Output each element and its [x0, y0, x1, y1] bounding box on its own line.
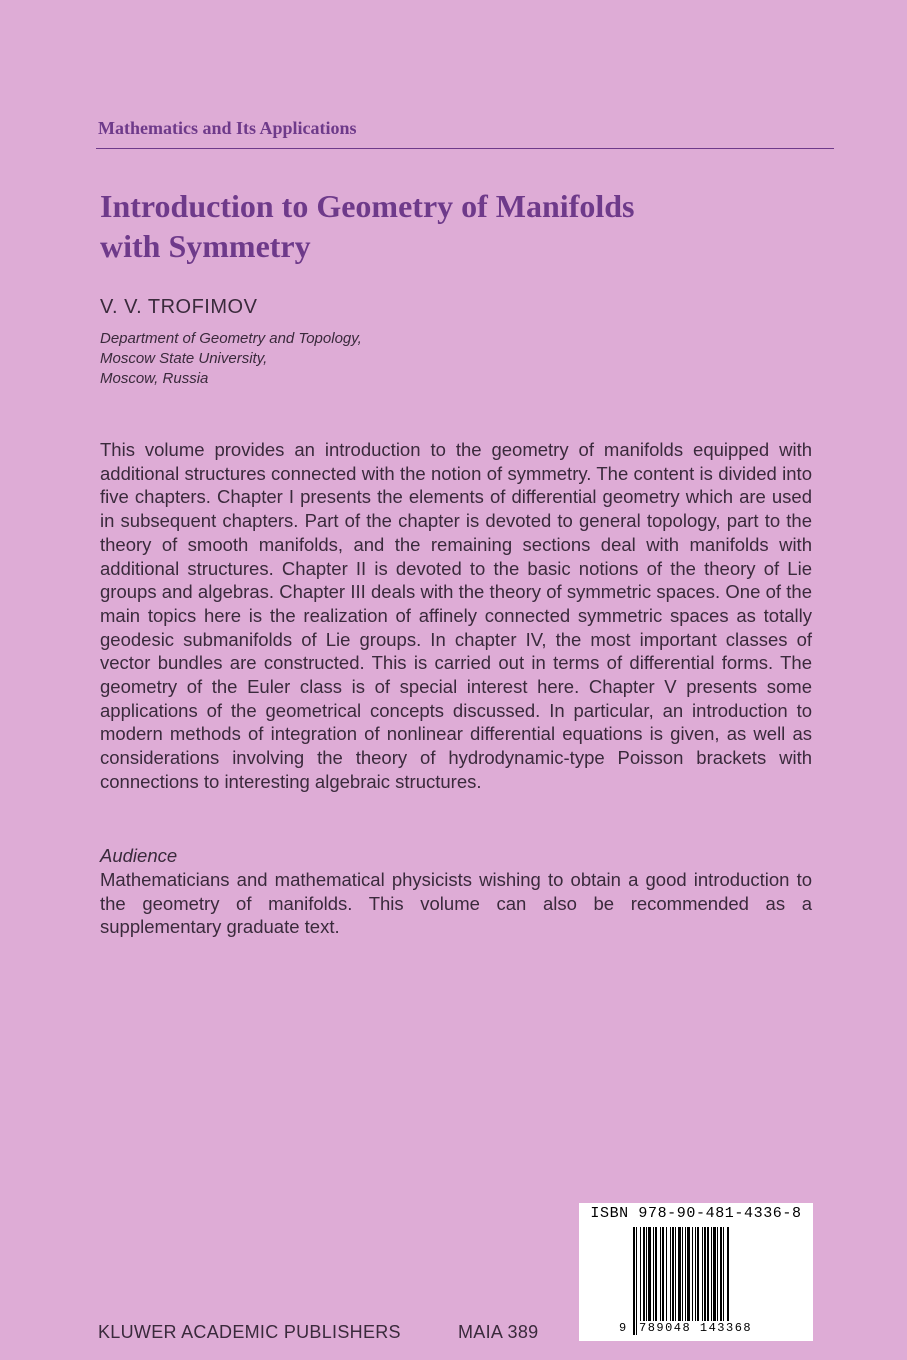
title-line-2: with Symmetry: [100, 228, 311, 264]
barcode-bar: [717, 1227, 718, 1335]
barcode-bar: [636, 1227, 637, 1335]
affiliation-line: Department of Geometry and Topology,: [100, 330, 362, 347]
affiliation-line: Moscow, Russia: [100, 370, 209, 387]
series-number: MAIA 389: [458, 1322, 539, 1342]
barcode-bar: [713, 1227, 716, 1335]
barcode-bar: [711, 1227, 712, 1335]
barcode-bars: [633, 1227, 773, 1335]
affiliation-line: Moscow State University,: [100, 350, 268, 367]
author-name: V. V. TROFIMOV: [100, 296, 258, 318]
barcode-bar: [707, 1227, 709, 1335]
barcode-bar: [685, 1227, 686, 1335]
barcode-bar: [727, 1227, 729, 1335]
barcode-bar: [687, 1227, 690, 1335]
audience-heading: Audience: [100, 845, 178, 866]
book-title: [100, 186, 800, 266]
isbn-label: ISBN 978-90-481-4336-8: [590, 1205, 802, 1222]
barcode-digits: 789048 143368: [639, 1321, 753, 1335]
barcode-bar: [643, 1227, 645, 1335]
barcode-bar: [682, 1227, 683, 1335]
barcode-bar: [660, 1227, 661, 1335]
isbn-barcode: [579, 1203, 813, 1341]
barcode-bar: [655, 1227, 657, 1335]
barcode-bar: [653, 1227, 654, 1335]
series-name: Mathematics and Its Applications: [98, 118, 357, 138]
barcode-bar: [695, 1227, 696, 1335]
barcode-bar: [633, 1227, 635, 1335]
barcode-bar: [662, 1227, 664, 1335]
abstract-text: This volume provides an introduction to the geometry of manifolds equipped with additional structures connected with the notion of symmetry. The content is divided into five chapters. Chapter I presents the elements of differential geometry which are used in subsequent chapters. Part of the chapter is devoted to general topology, part to the theory of smooth manifolds, and the remaining sections deal with manifolds with additional structures. Chapter II is devoted to the basic notions of the theory of Lie groups and algebras. Chapter III deals with the theory of symmetric spaces. One of the main topics here is the realization of affinely connected symmetric spaces as totally geodesic submanifolds of Lie groups. In chapter IV, the most important classes of vector bundles are constructed. This is carried out in terms of differential forms. The geometry of the Euler class is of special interest here. Chapter V presents some applications of the geometrical concepts discussed. In particular, an introduction to modern methods of integration of nonlinear differential equations is given, as well as considerations involving the theory of hydrodynamic-type Poisson brackets with connections to interesting algebraic structures.: [100, 439, 812, 792]
barcode-bar: [646, 1227, 647, 1335]
header-rule: [96, 148, 834, 149]
audience-text: Mathematicians and mathematical physicists wishing to obtain a good introduction to the geometry of manifolds. This volume can also be recommended as a supplementary graduate text.: [100, 869, 812, 938]
barcode-bar: [672, 1227, 674, 1335]
barcode-bar: [675, 1227, 676, 1335]
publisher-name: KLUWER ACADEMIC PUBLISHERS: [98, 1322, 401, 1342]
title-line-1: Introduction to Geometry of Manifolds: [100, 188, 635, 224]
barcode-bar: [666, 1227, 667, 1335]
author-affiliation: [100, 329, 362, 389]
barcode-bar: [723, 1227, 724, 1335]
barcode-bar: [720, 1227, 722, 1335]
barcode-bar: [692, 1227, 693, 1335]
barcode-bar: [640, 1227, 641, 1335]
barcode-bar: [702, 1227, 703, 1335]
barcode-bar: [697, 1227, 699, 1335]
barcode-bar: [670, 1227, 671, 1335]
barcode-bar: [648, 1227, 651, 1335]
barcode-first-digit: 9: [619, 1321, 627, 1335]
barcode-bar: [704, 1227, 706, 1335]
barcode-bar: [678, 1227, 681, 1335]
